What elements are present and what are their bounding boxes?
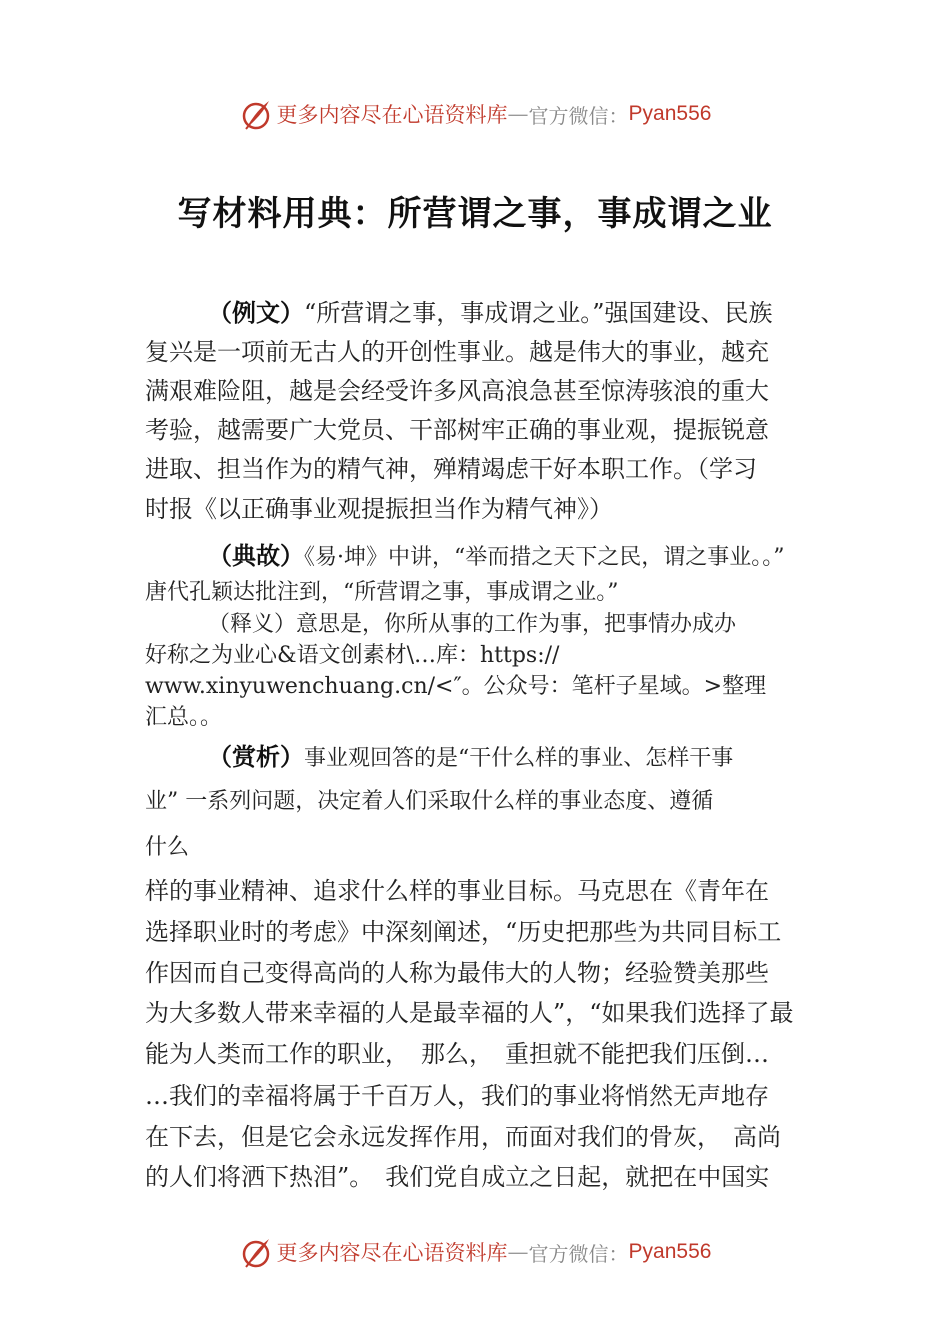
analysis-line-6: 作因而自己变得高尚的人称为最伟大的人物；经验赞美那些 xyxy=(145,959,769,987)
analysis-line-3: 什么 xyxy=(145,835,190,860)
footer-wechat-id: Pyan556 xyxy=(628,1240,712,1263)
meaning-line-3: www.xinyuwenchuang.cn/<″。公众号：笔杆子星域。>整理 xyxy=(145,674,767,699)
analysis-line-8: 能为人类而工作的职业， 那么， 重担就不能把我们压倒… xyxy=(145,1040,769,1068)
allusion-line-2: 唐代孔颖达批注到，“所营谓之事，事成谓之业。” xyxy=(145,580,619,605)
example-line-1 xyxy=(208,298,773,329)
analysis-line-2: 业” 一系列问题，决定着人们采取什么样的事业态度、遵循 xyxy=(145,789,714,814)
analysis-tag: （赏析） xyxy=(208,744,304,771)
analysis-line-10: 在下去，但是它会永远发挥作用，而面对我们的骨灰， 高尚 xyxy=(145,1123,781,1151)
footer-banner xyxy=(0,1232,950,1272)
quill-logo-icon xyxy=(239,97,273,131)
example-text-1: “所营谓之事，事成谓之业。”强国建设、民族 xyxy=(304,299,773,327)
page-title: 写材料用典：所营谓之事，事成谓之业 xyxy=(177,194,773,234)
meaning-line-2: 好称之为业心&语文创素材\…库：https:// xyxy=(145,643,560,668)
footer-dash: — xyxy=(507,1240,529,1264)
banner-wechat-id: Pyan556 xyxy=(628,102,712,125)
example-line-4: 考验，越需要广大党员、干部树牢正确的事业观，提振锐意 xyxy=(145,416,769,444)
footer-site-text: 更多内容尽在心语资料库 xyxy=(276,1241,508,1265)
analysis-line-11: 的人们将洒下热泪”。 我们党自成立之日起，就把在中国实 xyxy=(145,1163,770,1191)
analysis-line-9: …我们的幸福将属于千百万人，我们的事业将悄然无声地存 xyxy=(145,1082,769,1110)
footer-label: 官方微信： xyxy=(528,1241,629,1266)
allusion-text-1: 《易·坤》中讲，“举而措之天下之民，谓之事业。。” xyxy=(304,545,785,570)
analysis-line-4: 样的事业精神、追求什么样的事业目标。马克思在《青年在 xyxy=(145,877,769,905)
allusion-line-1 xyxy=(208,542,785,573)
banner-label: 官方微信： xyxy=(528,103,629,128)
allusion-tag: （典故） xyxy=(208,543,304,570)
meaning-line-4: 汇总。。 xyxy=(145,705,223,730)
example-line-3: 满艰难险阻，越是会经受许多风高浪急甚至惊涛骇浪的重大 xyxy=(145,377,769,405)
banner-dash: — xyxy=(507,102,529,126)
example-tag: （例文） xyxy=(208,300,304,327)
analysis-line-7: 为大多数人带来幸福的人是最幸福的人”，“如果我们选择了最 xyxy=(145,999,794,1027)
analysis-text-1: 事业观回答的是“干什么样的事业、怎样干事 xyxy=(304,746,734,771)
meaning-line-1: （释义）意思是，你所从事的工作为事，把事情办成办 xyxy=(208,612,737,637)
analysis-line-1 xyxy=(208,743,733,774)
example-line-2: 复兴是一项前无古人的开创性事业。越是伟大的事业，越充 xyxy=(145,338,769,366)
analysis-line-5: 选择职业时的考虑》中深刻阐述，“历史把那些为共同目标工 xyxy=(145,918,782,946)
banner-site-text: 更多内容尽在心语资料库 xyxy=(276,103,508,127)
quill-logo-icon xyxy=(239,1235,273,1269)
example-line-6: 时报《以正确事业观提振担当作为精气神》） xyxy=(145,495,613,523)
example-line-5: 进取、担当作为的精气神，殚精竭虑干好本职工作。（学习 xyxy=(145,455,757,483)
header-banner xyxy=(0,94,950,134)
